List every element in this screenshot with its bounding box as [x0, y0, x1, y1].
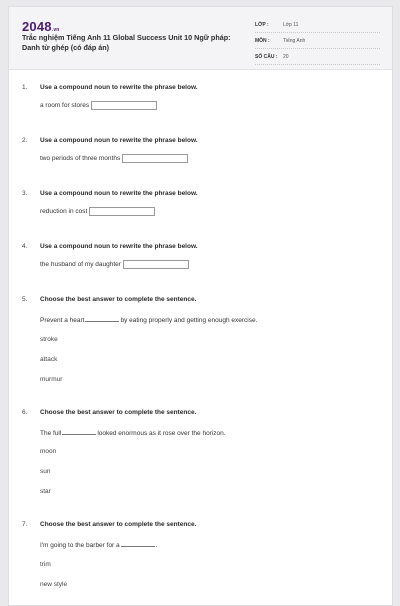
- quiz-meta: [255, 17, 380, 65]
- option-6-b[interactable]: sun: [40, 468, 51, 475]
- option-5-a[interactable]: stroke: [40, 336, 58, 343]
- meta-class: LỚP : Lớp 11: [255, 17, 380, 33]
- answer-input-2[interactable]: [122, 154, 188, 163]
- question-3-phrase: reduction in cost: [40, 207, 155, 216]
- option-6-c[interactable]: star: [40, 488, 51, 495]
- question-1-phrase: a room for stores: [40, 101, 157, 110]
- option-5-c[interactable]: murmur: [40, 376, 63, 383]
- meta-question-count: SỐ CÂU : 20: [255, 49, 380, 65]
- question-2-phrase: two periods of three months: [40, 154, 188, 163]
- answer-input-1[interactable]: [91, 101, 157, 110]
- answer-input-3[interactable]: [89, 207, 155, 216]
- meta-subject: MÔN : Tiếng Anh: [255, 33, 380, 49]
- question-7-sentence: I'm going to the barber for a .: [40, 542, 158, 549]
- question-4-phrase: the husband of my daughter: [40, 260, 189, 269]
- blank-5: [85, 315, 119, 322]
- site-logo[interactable]: 2048.vn: [22, 19, 60, 34]
- blank-7: [121, 540, 155, 547]
- question-6-sentence: The full looked enormous as it rose over the horizon.: [40, 430, 226, 437]
- option-7-a[interactable]: trim: [40, 561, 51, 568]
- page-header: [9, 7, 392, 70]
- blank-6: [62, 428, 96, 435]
- option-5-b[interactable]: attack: [40, 356, 58, 363]
- option-7-b[interactable]: new style: [40, 581, 68, 588]
- quiz-page: 2048.vn Trắc nghiệm Tiếng Anh 11 Global Success Unit 10 Ngữ pháp: Danh từ ghép (có đáp án) LỚP : Lớp 11 MÔN : Tiếng Anh SỐ CÂU : 20 1. Use a compound noun to rewrite the phrase below. a room for stores 2. Use a compound noun to rewrite the phrase below. two periods of three months 3. Use a compound noun to rewrite the phrase below. reduction in cost 4. Use a compound noun to rewrite the phrase below. the husband of my daughter 5. Choose the best answer to complete the sentence. Prevent a heart by eating properly and getting enough exercise. stroke attack murmur 6. Choose the best answer to complete the sentence. The full looked enormous as it rose over the horizon. moon sun star 7. Choose the best answer to complete the sentence. I'm going to the barber for a . trim new style: [8, 6, 393, 606]
- page-title: Trắc nghiệm Tiếng Anh 11 Global Success Unit 10 Ngữ pháp: Danh từ ghép (có đáp án): [22, 33, 231, 52]
- question-5-sentence: Prevent a heart by eating properly and getting enough exercise.: [40, 317, 258, 324]
- option-6-a[interactable]: moon: [40, 448, 57, 455]
- answer-input-4[interactable]: [123, 260, 189, 269]
